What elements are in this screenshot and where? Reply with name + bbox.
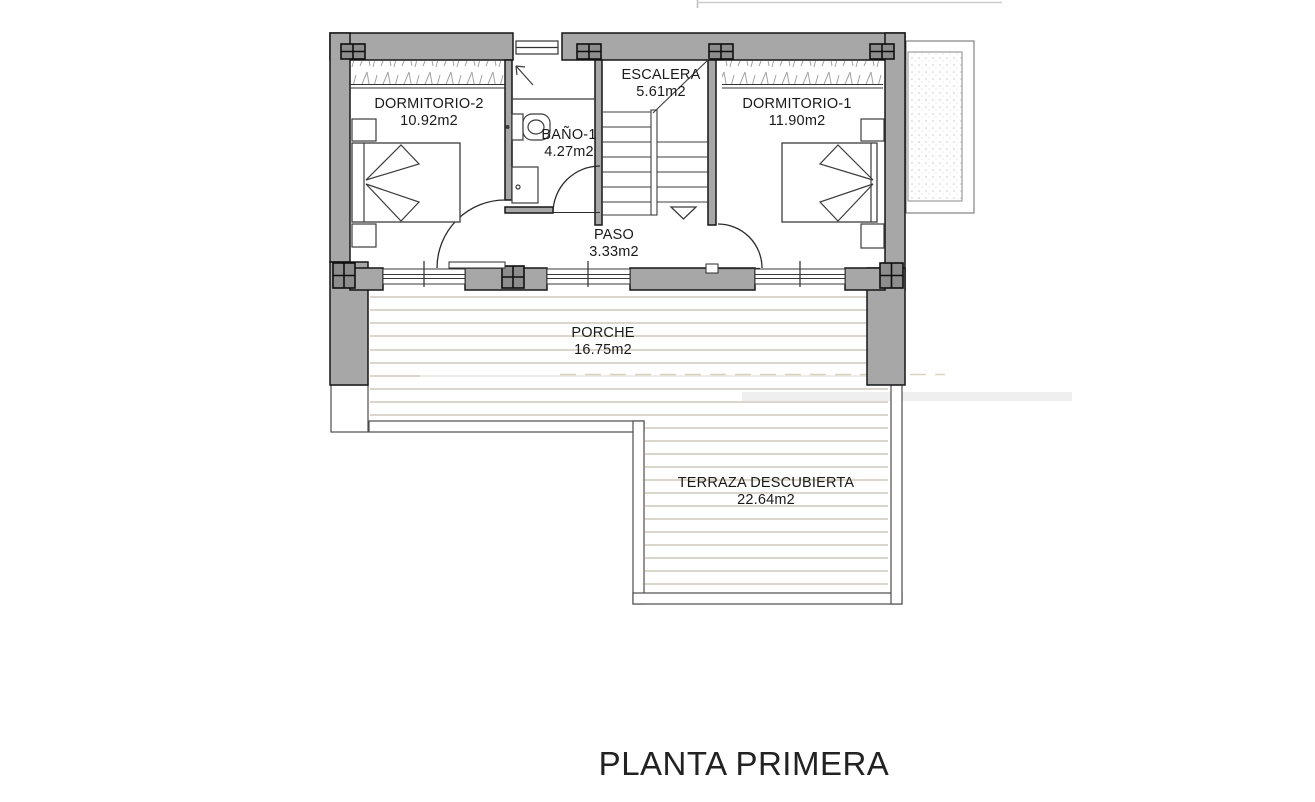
window-dormitorio-1 xyxy=(755,261,845,287)
nightstand xyxy=(861,224,884,248)
top-cutoff-lines xyxy=(697,0,1002,8)
stair-divider xyxy=(651,110,657,215)
room-name: DORMITORIO-1 xyxy=(742,96,852,112)
room-label-dormitorio-1 xyxy=(742,96,851,129)
wardrobe-dormitorio-2 xyxy=(350,61,505,84)
room-area: 16.75m2 xyxy=(574,341,632,358)
room-area: 5.61m2 xyxy=(636,83,686,100)
room-label-dormitorio-2 xyxy=(374,96,483,129)
room-area: 4.27m2 xyxy=(544,143,594,160)
room-name: PASO xyxy=(593,227,635,243)
room-label-paso xyxy=(589,227,639,260)
stair-down-arrow xyxy=(671,207,696,219)
door-bano xyxy=(553,166,600,213)
bed-dormitorio-1 xyxy=(782,119,884,248)
room-name: TERRAZA DESCUBIERTA xyxy=(677,475,855,491)
vanity xyxy=(512,167,538,203)
room-label-terraza xyxy=(678,475,855,508)
room-area: 3.33m2 xyxy=(589,243,639,260)
room-area: 11.90m2 xyxy=(768,112,826,129)
nightstand xyxy=(352,119,376,141)
plan-title: PLANTA PRIMERA xyxy=(598,745,890,782)
window-paso xyxy=(547,261,630,287)
room-name: BAÑO-1 xyxy=(541,127,597,143)
room-label-escalera xyxy=(622,67,701,100)
door-dormitorio-1 xyxy=(706,224,762,273)
nightstand xyxy=(861,119,884,141)
wall-footprint-outline xyxy=(331,385,368,432)
room-name: ESCALERA xyxy=(621,67,701,83)
room-name: DORMITORIO-2 xyxy=(374,96,484,112)
bed-dormitorio-2 xyxy=(352,119,460,247)
room-label-bano-1 xyxy=(541,127,596,160)
room-name: PORCHE xyxy=(571,325,635,341)
shower-arrow-icon xyxy=(516,66,533,85)
gravel-area xyxy=(906,41,974,213)
bathroom-window xyxy=(516,41,558,54)
wardrobes xyxy=(350,61,883,88)
room-area: 22.64m2 xyxy=(737,491,795,508)
wardrobe-dormitorio-1 xyxy=(722,61,883,84)
room-label-porche xyxy=(571,325,634,358)
watermark-smudge xyxy=(420,369,1072,401)
room-area: 10.92m2 xyxy=(400,112,458,129)
nightstand xyxy=(352,224,376,247)
